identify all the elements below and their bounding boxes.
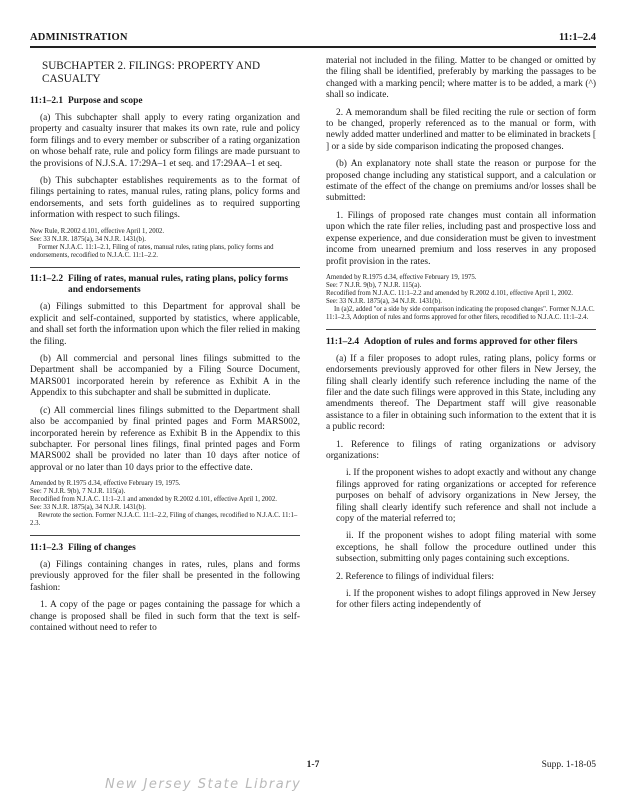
subchapter-title: SUBCHAPTER 2. FILINGS: PROPERTY AND CASUALTY xyxy=(42,60,261,85)
section-title: Filing of changes xyxy=(68,542,136,553)
paragraph: i. If the proponent wishes to adopt exactly and without any change filings approved for rating organizations or accepted for reference purposes on behalf of advisory organizations in New Jersey, the filing shall clearly identify such reference and shall not include a copy of the material referred to; xyxy=(336,468,596,524)
history-line: New Rule, R.2002 d.101, effective April 1, 2002. xyxy=(30,227,165,235)
paragraph: ii. If the proponent wishes to adopt filing material with some exceptions, he shall follow the procedure outlined under this subsection, submitting only pages containing such exceptions. xyxy=(336,531,596,565)
history-line: See: 33 N.J.R. 1875(a), 34 N.J.R. 1431(b). xyxy=(326,297,442,305)
left-column xyxy=(30,56,300,640)
page-footer xyxy=(30,760,596,772)
paragraph: (b) All commercial and personal lines filings submitted to the Department shall be accompanied by a Filing Source Document, MARS001 incorporated herein by reference as Exhibit A in the Appendix to this subchapter and shall be submitted in duplicate. xyxy=(30,354,300,399)
header-section-number: 11:1–2.4 xyxy=(558,32,596,43)
section-number: 11:1–2.4 xyxy=(326,336,360,347)
section-title: Adoption of rules and forms approved for other filers xyxy=(364,336,578,347)
paragraph: 2. A memorandum shall be filed reciting the rule or section of form to be changed, properly referenced as to the manual or form, with newly added matter underlined and matter to be eliminated in brackets [ ] or a side by side comparison indicating the proposed changes. xyxy=(326,107,596,152)
section-number: 11:1–2.3 xyxy=(30,542,64,553)
history-line: Rewrote the section. Former N.J.A.C. 11:1–2.2, Filing of changes, recodified to N.J.A.C. 11:1–2.3. xyxy=(30,512,298,528)
paragraph: (b) An explanatory note shall state the reason or purpose for the proposed change including any statistical support, and a calculation or estimate of the effect of the change on premiums and/or losses shall be submitted: xyxy=(326,159,596,204)
history-line: Recodified from N.J.A.C. 11:1–2.2 and amended by R.2002 d.101, effective April 1, 2002. xyxy=(326,289,573,297)
history-line: Amended by R.1975 d.34, effective February 19, 1975. xyxy=(30,480,181,488)
section-heading-2-3 xyxy=(30,543,300,554)
section-title: Filing of rates, manual rules, rating plans, policy forms and endorsements xyxy=(68,274,289,296)
paragraph: (b) This subchapter establishes requirements as to the format of filings pertaining to rates, manual rules, rating plans, policy forms and endorsements, and sets forth guidelines as to required supporting information with respect to such filings. xyxy=(30,176,300,221)
history-line: Amended by R.1975 d.34, effective February 19, 1975. xyxy=(326,273,477,281)
history-note xyxy=(30,480,300,528)
history-line: See: 33 N.J.R. 1875(a), 34 N.J.R. 1431(b). xyxy=(30,235,146,243)
section-number: 11:1–2.2 xyxy=(30,274,64,285)
paragraph: 1. Filings of proposed rate changes must contain all information upon which the rate filer relies, including past and prospective loss and expense experience, and due consideration must be given to investment income from unearned premium and loss reserves in any proposed profit provision in the rates. xyxy=(326,210,596,267)
section-heading-2-2 xyxy=(30,274,300,296)
history-note xyxy=(30,228,300,260)
paragraph: (c) All commercial lines filings submitted to the Department shall also be accompanied by final printed pages and Form MARS002, incorporated herein by reference as Exhibit B in the Appendix to this subchapter. For personal lines filings, final printed pages and Form MARS002 shall be provided no later than 10 days after notice of approval or no later than 10 days prior to the effective date. xyxy=(30,405,300,473)
section-heading-2-1 xyxy=(30,96,300,107)
history-line: See: 7 N.J.R. 9(b), 7 N.J.R. 115(a). xyxy=(30,488,126,496)
paragraph: material not included in the filing. Matter to be changed or omitted by the filing shall be identified, preferably by marking the passages to be changed with a marking pencil; where matter is to be added, a mark (^) shall so indicate. xyxy=(326,56,596,101)
section-divider xyxy=(30,535,300,536)
history-note xyxy=(326,274,596,322)
paragraph: (a) If a filer proposes to adopt rules, rating plans, policy forms or endorsements previously approved for other filers in New Jersey, the filing shall clearly identify such reference including the name of the filer and the date such filings were approved in this State, including any amendments thereof. The Department staff will give reasonable assistance to a filer in obtaining such information to the extent that it is a public record: xyxy=(326,353,596,433)
section-heading-2-4 xyxy=(326,337,596,348)
right-column xyxy=(326,56,596,618)
supplement-date: Supp. 1-18-05 xyxy=(541,760,596,770)
history-line: In (a)2, added "or a side by side comparison indicating the proposed changes". Former N.J.A.C. 11:1–2.3, Adoption of rules and forms approved for other filers, recodified to N.J.A.C. 11:1–2.4. xyxy=(326,305,595,321)
section-divider xyxy=(326,329,596,330)
paragraph: 1. A copy of the page or pages containing the passage for which a change is proposed shall be filed in such form that the text is self-contained without need to refer to xyxy=(30,600,300,633)
header-rule xyxy=(30,46,596,48)
running-header xyxy=(30,32,596,44)
section-divider xyxy=(30,267,300,268)
library-watermark: New Jersey State Library xyxy=(105,777,302,792)
history-line: See: 7 N.J.R. 9(b), 7 N.J.R. 115(a). xyxy=(326,281,422,289)
paragraph: 1. Reference to filings of rating organizations or advisory organizations: xyxy=(326,439,596,461)
history-line: See: 33 N.J.R. 1875(a), 34 N.J.R. 1431(b). xyxy=(30,504,146,512)
paragraph: i. If the proponent wishes to adopt filings approved in New Jersey for other filers acting independently of xyxy=(336,589,596,611)
section-number: 11:1–2.1 xyxy=(30,96,64,106)
header-title: ADMINISTRATION xyxy=(30,32,128,43)
section-title: Purpose and scope xyxy=(68,96,143,106)
paragraph: 2. Reference to filings of individual filers: xyxy=(336,571,495,582)
paragraph: (a) This subchapter shall apply to every rating organization and property and casualty insurer that makes its own rate, rule and policy form filings and to every member or subscriber of a rating organization on whose behalf rate, rule and policy form filings are made pursuant to the provisions of N.J.S.A. 17:29A–1 et seq. and 17:29AA–1 et seq. xyxy=(30,113,300,169)
history-line: Recodified from N.J.A.C. 11:1–2.1 and amended by R.2002 d.101, effective April 1, 2002. xyxy=(30,496,277,504)
paragraph: (a) Filings submitted to this Department for approval shall be explicit and self-contained, supported by statistics, where applicable, and shall set forth the information upon which the filer relied in making the filing. xyxy=(30,302,300,347)
history-line: Former N.J.A.C. 11:1–2.1, Filing of rates, manual rules, rating plans, policy forms and endorsements, recodified to N.J.A.C. 11:1–2.2. xyxy=(30,243,274,259)
page-number: 1-7 xyxy=(306,760,320,770)
paragraph: (a) Filings containing changes in rates, rules, plans and forms previously approved for the filer shall be presented in the following fashion: xyxy=(30,559,300,593)
